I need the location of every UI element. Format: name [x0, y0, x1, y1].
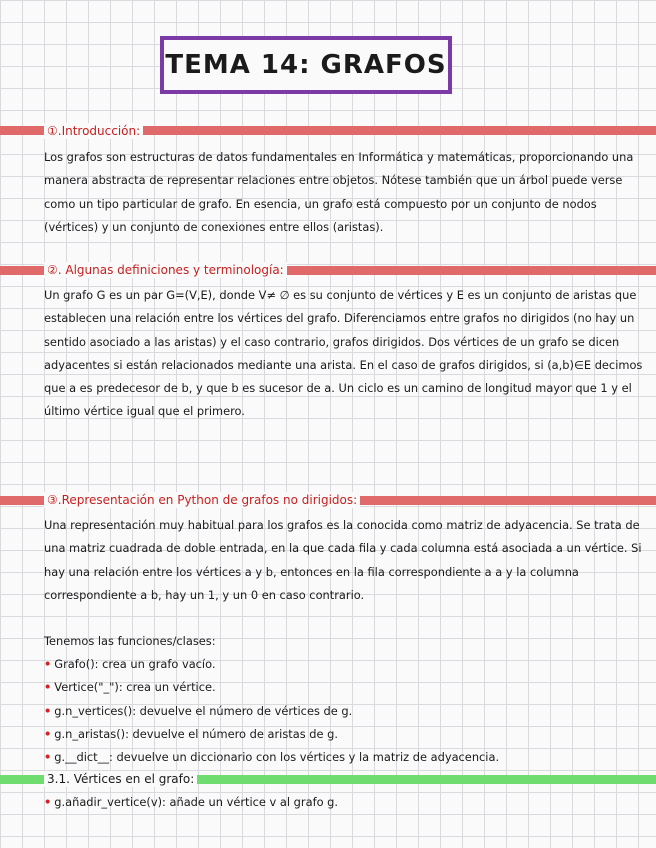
section-3-intro: Tenemos las funciones/clases:	[44, 634, 216, 648]
section-3-text: Una representación muy habitual para los grafos es la conocida como matriz de adyacencia. Se trata de una matriz cuadrada de doble entrada, en la que cada fila y cada columna está asociada a un vértice. Si hay una relación entre los vértices a y b, entonces en la fila correspondiente a a y la columna correspondiente a b, hay un 1, y un 0 en caso contrario.	[44, 518, 642, 602]
bullet-icon: •	[44, 657, 52, 671]
section-1-heading: ①.Introducción:	[44, 123, 143, 139]
list-item: • Vertice("_"): crea un vértice.	[44, 680, 216, 695]
list-item: • g.añadir_vertice(v): añade un vértice v al grafo g.	[44, 795, 339, 809]
section-3-heading: ③.Representación en Python de grafos no dirigidos:	[44, 492, 360, 508]
section-1-text: Los grafos son estructuras de datos fundamentales en Informática y matemáticas, proporcionando una manera abstracta de representar relaciones entre objetos. Nótese también que un árbol puede verse como un tipo particular de grafo. En esencia, un grafo está compuesto por un conjunto de nodos (vértices) y un conjunto de conexiones entre ellos (aristas).	[44, 150, 634, 234]
list-item: • g.n_aristas(): devuelve el número de aristas de g.	[44, 726, 338, 741]
section-3-1-heading: 3.1. Vértices en el grafo:	[44, 771, 197, 787]
list-item: • g.n_vertices(): devuelve el número de vértices de g.	[44, 703, 353, 718]
list-item: • Grafo(): crea un grafo vacío.	[44, 657, 216, 671]
section-2-text: Un grafo G es un par G=(V,E), donde V≠ ∅ es su conjunto de vértices y E es un conjunto de aristas que establecen una relación entre los vértices del grafo. Diferenciamos entre grafos no dirigidos (no hay un sentido asociado a las aristas) y el caso contrario, grafos dirigidos. Dos vértices de un grafo se dicen adyacentes si están relacionados mediante una arista. En el caso de grafos dirigidos, si (a,b)∈E decimos que a es predecesor de b, y que b es sucesor de a. Un ciclo es un camino de longitud mayor que 1 y el último vértice igual que el primero.	[44, 288, 643, 419]
functions-list	[44, 653, 654, 769]
bullet-icon: •	[44, 726, 52, 741]
bullet-icon: •	[44, 750, 52, 765]
section-2-heading: ②. Algunas definiciones y terminología:	[44, 262, 287, 278]
title-box	[160, 36, 452, 94]
bullet-icon: •	[44, 795, 52, 809]
page-title: TEMA 14: GRAFOS	[165, 50, 447, 80]
list-item: • g.__dict__: devuelve un diccionario con los vértices y la matriz de adyacencia.	[44, 750, 500, 765]
bullet-icon: •	[44, 680, 52, 695]
vertices-list	[44, 791, 654, 814]
bullet-icon: •	[44, 703, 52, 718]
